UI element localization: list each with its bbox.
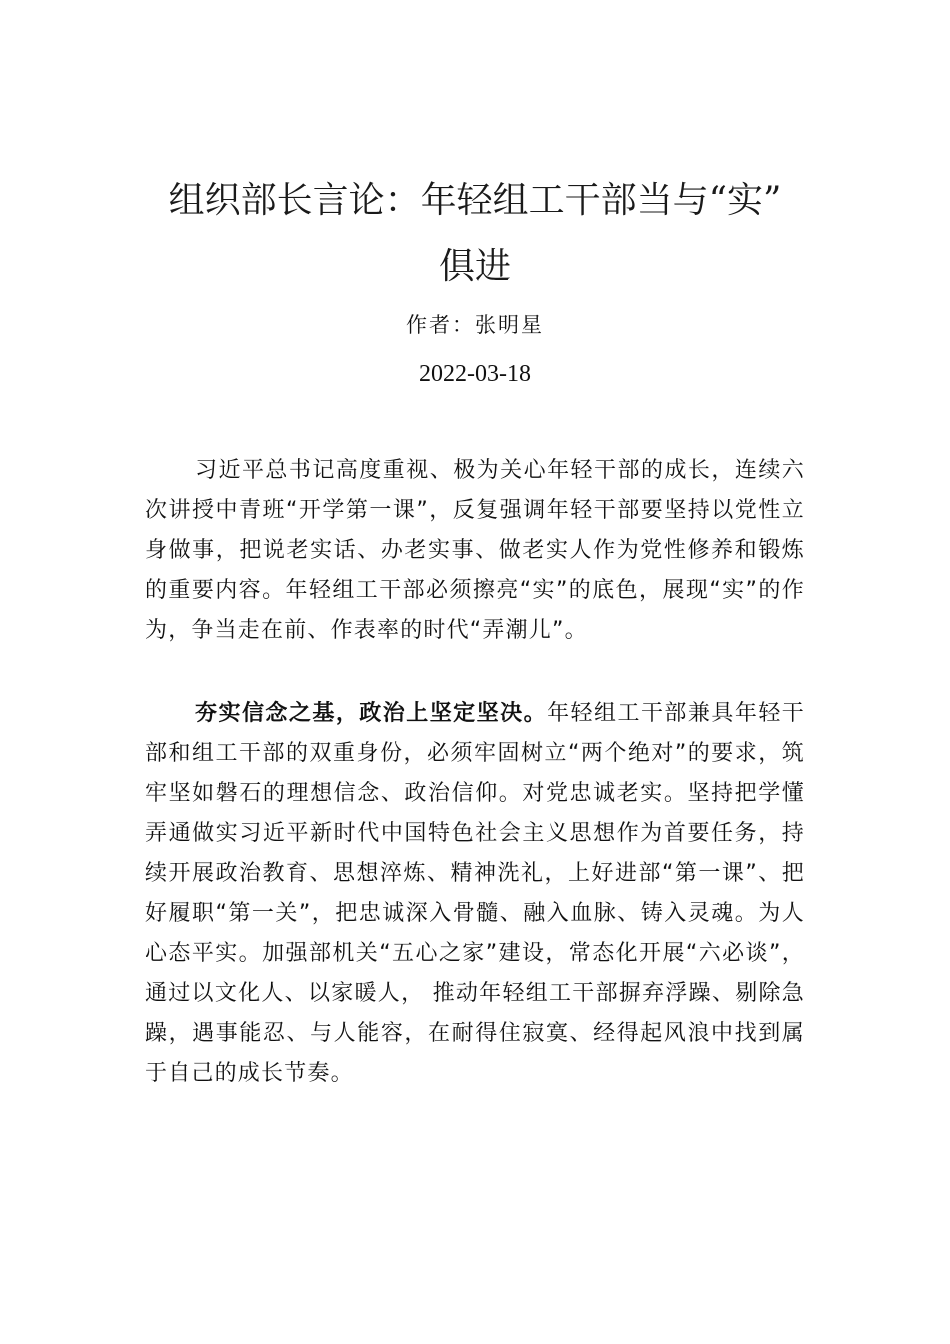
paragraph-2-lead: 夯实信念之基，政治上坚定坚决。: [195, 701, 548, 726]
document-title-line-1: 组织部长言论：年轻组工干部当与“实”: [168, 180, 782, 221]
body-paragraph-1: [145, 451, 805, 651]
document-title-line-2: 俱进: [438, 246, 511, 287]
paragraph-2-text: 年轻组工干部兼具年轻干部和组工干部的双重身份，必须牢固树立“两个绝对”的要求，筑牢坚如磐石的理想信念、政治信仰。对党忠诚老实。坚持把学懂弄通做实习近平新时代中国特色社会主义思想作为首要任务，持续开展政治教育、思想淬炼、精神洗礼，上好进部“第一课”、把好履职“第一关”，把忠诚深入骨髓、融入血脉、铸入灵魂。为人心态平实。加强部机关“五心之家”建设，常态化开展“六必谈”，通过以文化人、以家暖人， 推动年轻组工干部摒弃浮躁、剔除急躁，遇事能忍、与人能容，在耐得住寂寞、经得起风浪中找到属于自己的成长节奏。: [145, 701, 805, 1086]
paragraph-1-text: 习近平总书记高度重视、极为关心年轻干部的成长，连续六次讲授中青班“开学第一课”，反复强调年轻干部要坚持以党性立身做事，把说老实话、办老实事、做老实人作为党性修养和锻炼的重要内容。年轻组工干部必须擦亮“实”的底色，展现“实”的作为，争当走在前、作表率的时代“弄潮儿”。: [145, 458, 805, 643]
body-paragraph-2: [145, 694, 805, 1094]
author-line: 作者：张明星: [406, 313, 544, 337]
publish-date: 2022-03-18: [419, 361, 531, 387]
